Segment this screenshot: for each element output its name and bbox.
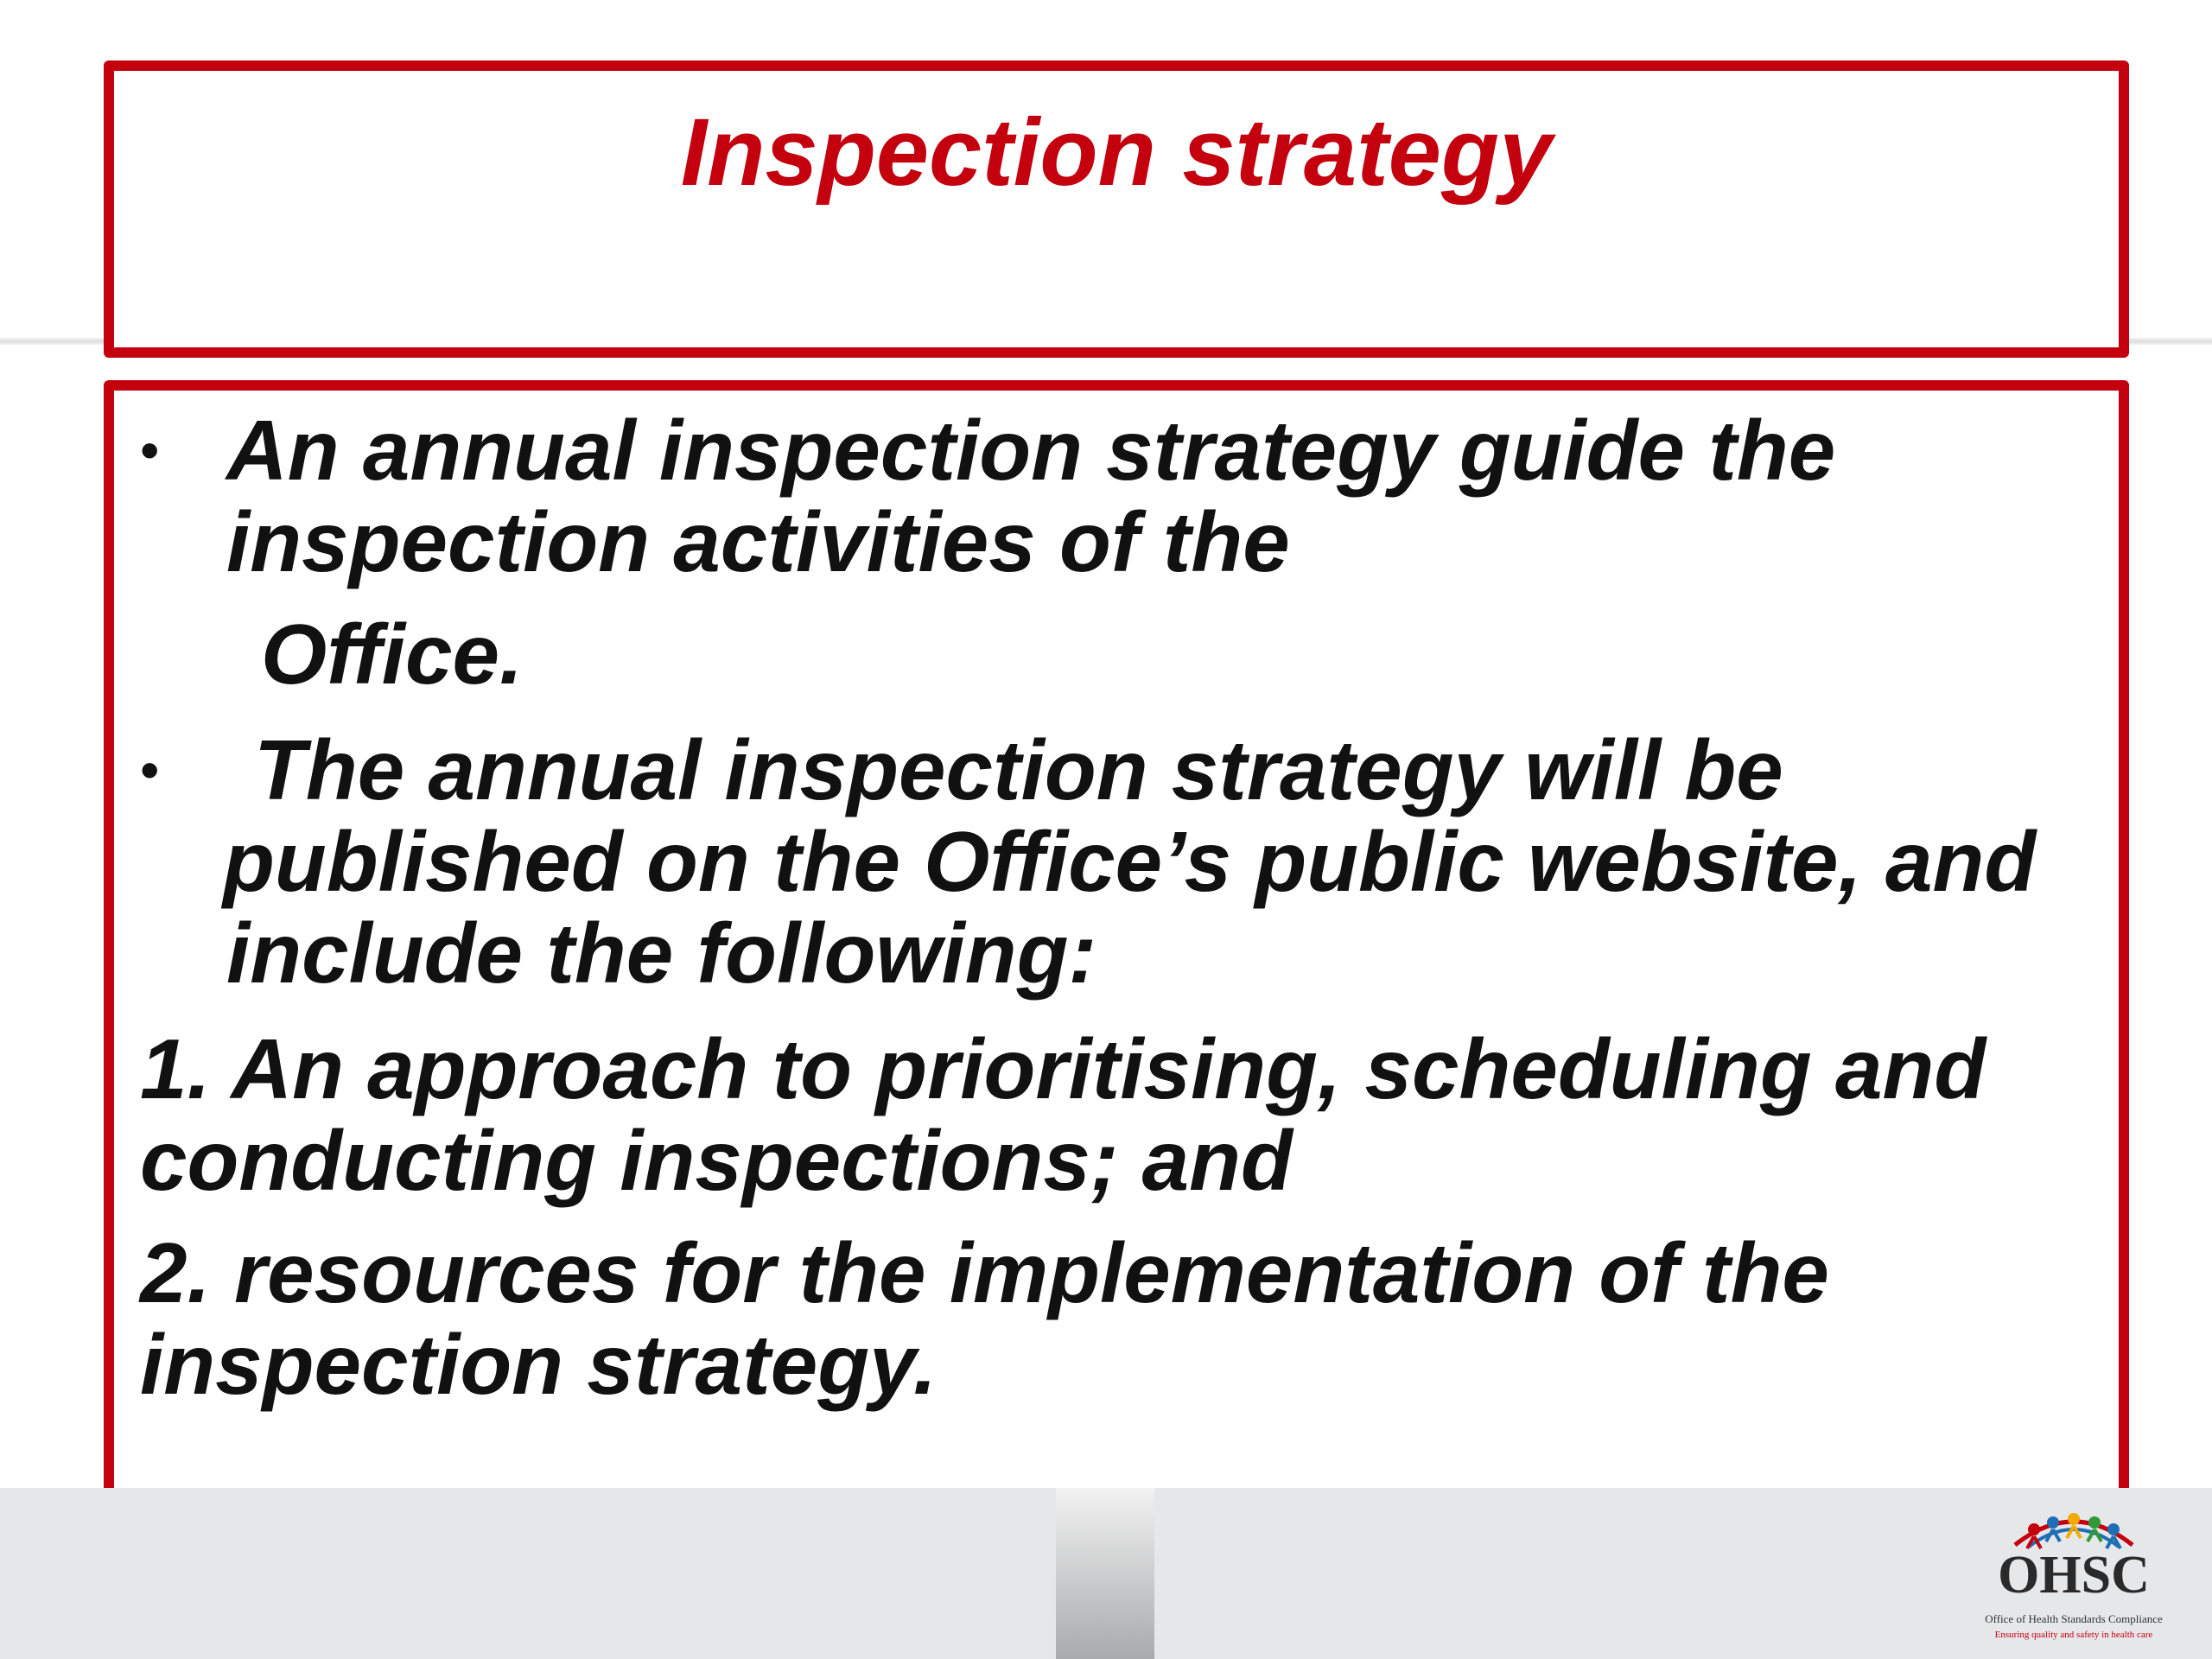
bullet-2-line-2: published on the Office’s public website, and xyxy=(223,814,2037,909)
bullet-marker: • xyxy=(140,739,160,801)
bullet-1-line-1: An annual inspection strategy guide the xyxy=(226,403,1836,498)
numbered-item-2-line-2: inspection strategy. xyxy=(140,1317,938,1412)
numbered-item-1-line-2: conducting inspections; and xyxy=(140,1113,1293,1208)
logo-organization-name: Office of Health Standards Compliance xyxy=(1985,1612,2163,1625)
numbered-item-1-line-1: 1. An approach to prioritising, scheduling and xyxy=(140,1021,1986,1116)
numbered-item-2-line-1: 2. resources for the implementation of the xyxy=(140,1225,1829,1320)
bullet-marker: • xyxy=(140,419,160,481)
content-frame xyxy=(104,380,2129,1498)
bullet-1-line-2: inspection activities of the xyxy=(226,494,1290,589)
ohsc-logo xyxy=(1961,1503,2186,1655)
bullet-1-line-3: Office. xyxy=(261,607,524,702)
slide-title: Inspection strategy xyxy=(680,99,1553,206)
bullet-2-line-1: The annual inspection strategy will be xyxy=(254,722,1783,817)
bullet-2-line-3: include the following: xyxy=(226,906,1097,1001)
title-frame xyxy=(104,60,2129,358)
logo-acronym: OHSC xyxy=(1998,1546,2150,1605)
footer-center-tab xyxy=(1056,1488,1154,1659)
logo-tagline: Ensuring quality and safety in health care xyxy=(1994,1630,2153,1640)
